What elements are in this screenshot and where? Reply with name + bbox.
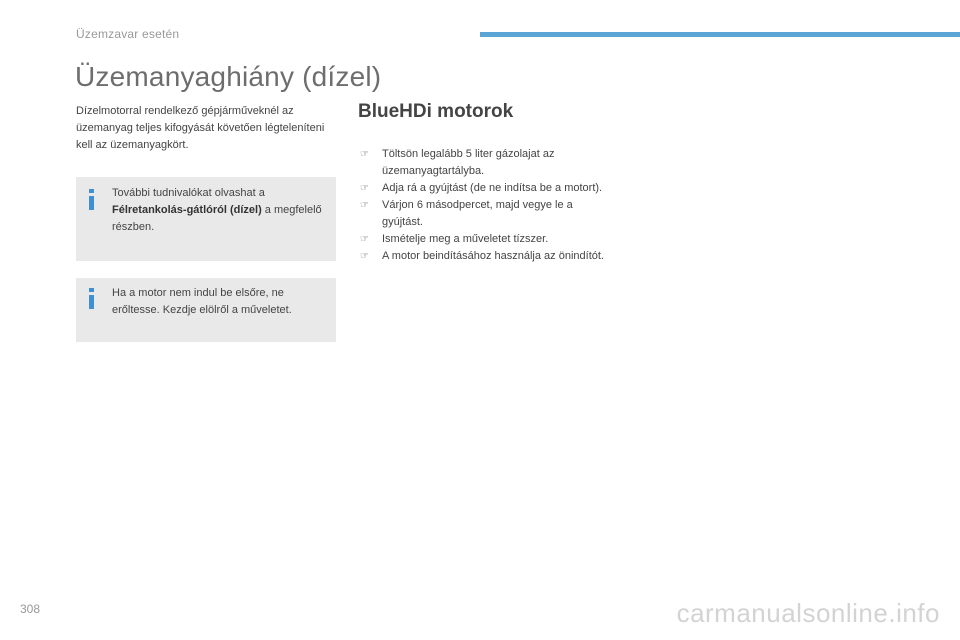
intro-text: Dízelmotorral rendelkező gépjárműveknél az üzemanyag teljes kifogyását követően légteleníteni kell az üzemanyagkört. bbox=[76, 105, 325, 151]
page-title: Üzemanyaghiány (dízel) bbox=[75, 61, 382, 92]
list-item bbox=[360, 180, 610, 197]
pointing-hand-icon: ☞ bbox=[360, 234, 369, 245]
step-text: Ismételje meg a műveletet tízszer. bbox=[382, 233, 549, 245]
step-text: Várjon 6 másodpercet, majd vegye le a gyújtást. bbox=[382, 199, 573, 228]
info-icon-stem bbox=[89, 295, 94, 309]
list-item bbox=[360, 197, 610, 231]
step-text: A motor beindításához használja az önindítót. bbox=[382, 250, 604, 262]
step-text: Töltsön legalább 5 liter gázolajat az üzemanyagtartályba. bbox=[382, 148, 555, 177]
page-number: 308 bbox=[20, 602, 41, 616]
info-box-text: Ha a motor nem indul be elsőre, ne erőltesse. Kezdje elölről a műveletet. bbox=[112, 287, 292, 316]
info-icon bbox=[89, 189, 94, 211]
pointing-hand-icon: ☞ bbox=[360, 251, 369, 262]
section-title-bluehdi: BlueHDi motorok bbox=[358, 101, 514, 122]
pointing-hand-icon: ☞ bbox=[360, 200, 369, 211]
step-list bbox=[360, 146, 610, 265]
info-icon-stem bbox=[89, 196, 94, 210]
pointing-hand-icon: ☞ bbox=[360, 149, 369, 160]
list-item bbox=[360, 231, 610, 248]
info-icon-dot bbox=[89, 288, 94, 292]
info-icon bbox=[89, 288, 94, 310]
list-item bbox=[360, 248, 610, 265]
info-icon-dot bbox=[89, 189, 94, 193]
info-box-text-after: a megfelelő részben. bbox=[112, 204, 322, 233]
pointing-hand-icon: ☞ bbox=[360, 183, 369, 194]
info-box-link-text: Félretankolás-gátlóról (dízel) bbox=[112, 204, 262, 216]
step-text: Adja rá a gyújtást (de ne indítsa be a motort). bbox=[382, 182, 603, 194]
info-box-text bbox=[112, 185, 322, 236]
list-item bbox=[360, 146, 610, 180]
section-header: Üzemzavar esetén bbox=[76, 27, 180, 41]
watermark: carmanualsonline.info bbox=[676, 598, 940, 628]
header-accent-bar bbox=[480, 32, 960, 37]
info-box-anti-misfuel bbox=[76, 177, 336, 261]
info-box-restart bbox=[76, 278, 336, 342]
info-box-text-before: További tudnivalókat olvashat a bbox=[112, 187, 265, 199]
